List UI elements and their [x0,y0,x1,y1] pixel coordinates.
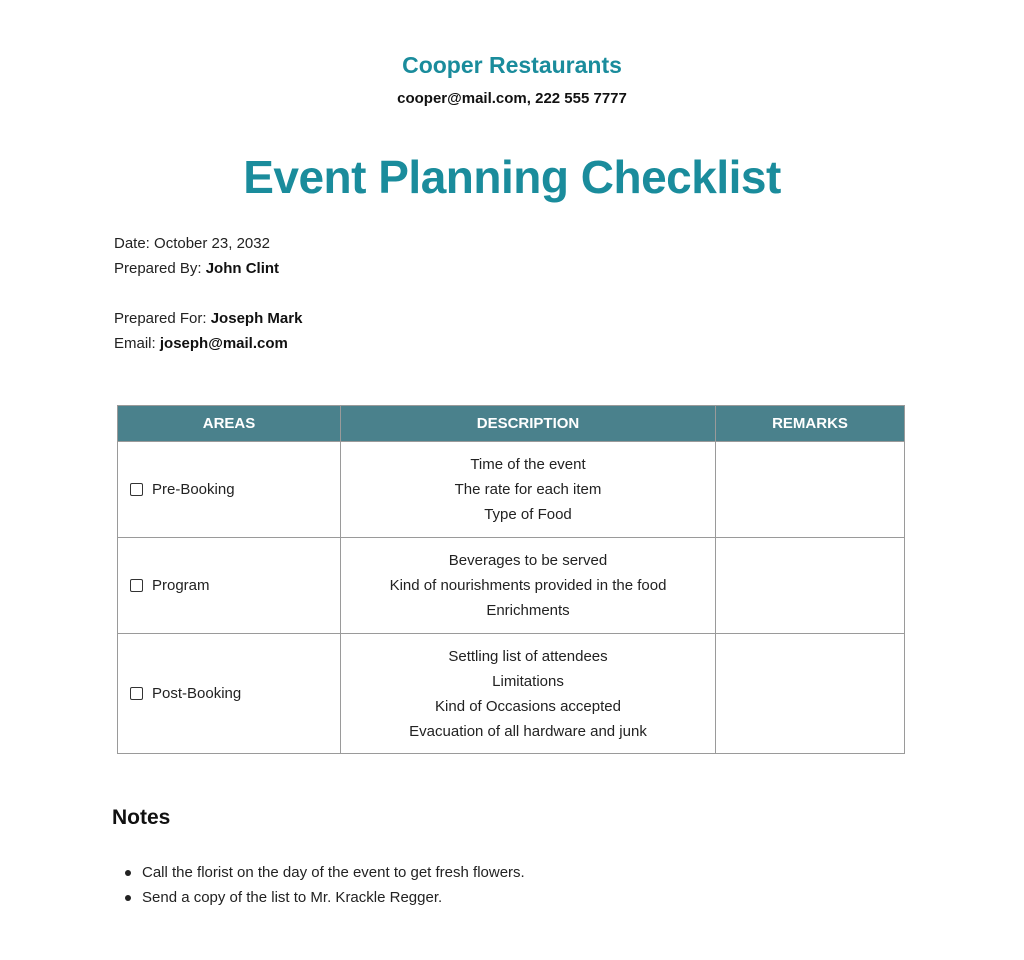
table-row [118,634,905,754]
description-cell [341,634,716,754]
prepared-for-value: Joseph Mark [210,310,303,327]
header-remarks: REMARKS [716,406,905,442]
description-line: The rate for each item [454,481,602,498]
email-value: joseph@mail.com [159,335,288,352]
description-cell [341,442,716,538]
remarks-cell[interactable] [716,538,905,634]
description-line: Kind of nourishments provided in the food [389,577,667,594]
area-cell [118,442,341,538]
table-header-row [118,406,905,442]
document-title: Event Planning Checklist [243,151,781,203]
email-label: Email: [114,335,156,352]
checklist-table [117,405,905,754]
company-name: Cooper Restaurants [402,52,622,78]
prepared-by-label: Prepared By: [114,260,202,277]
date-label: Date: [114,235,150,252]
checkbox-pre-booking[interactable] [130,483,143,496]
notes-title: Notes [112,806,171,829]
checkbox-program[interactable] [130,579,143,592]
meta-date [114,235,270,252]
header-description: DESCRIPTION [341,406,716,442]
notes-list [142,860,525,910]
area-label: Pre-Booking [152,481,235,498]
description-line: Settling list of attendees [448,647,608,665]
description-line: Time of the event [470,456,586,473]
remarks-cell[interactable] [716,634,905,754]
company-contact: cooper@mail.com, 222 555 7777 [397,90,627,107]
area-item [130,685,340,702]
table-row [118,442,905,538]
description-line: Type of Food [484,506,572,523]
remarks-cell[interactable] [716,442,905,538]
area-item [130,481,340,498]
checkbox-post-booking[interactable] [130,687,143,700]
note-item: Call the florist on the day of the event to get fresh flowers. [142,860,525,885]
area-label: Post-Booking [152,685,242,702]
note-item: Send a copy of the list to Mr. Krackle Regger. [142,885,525,910]
prepared-by-value: John Clint [205,260,280,277]
description-line: Enrichments [486,602,570,619]
meta-prepared-by [114,260,279,277]
area-item [130,577,340,594]
description-line: Kind of Occasions accepted [435,697,621,715]
description-cell [341,538,716,634]
table-row [118,538,905,634]
area-cell [118,538,341,634]
header-areas: AREAS [118,406,341,442]
description-line: Evacuation of all hardware and junk [409,722,647,740]
description-line: Limitations [492,672,564,690]
description-line: Beverages to be served [448,552,608,569]
meta-prepared-for [114,310,302,327]
meta-email [114,335,288,352]
area-label: Program [152,577,210,594]
prepared-for-label: Prepared For: [114,310,207,327]
date-value: October 23, 2032 [154,235,270,252]
area-cell [118,634,341,754]
